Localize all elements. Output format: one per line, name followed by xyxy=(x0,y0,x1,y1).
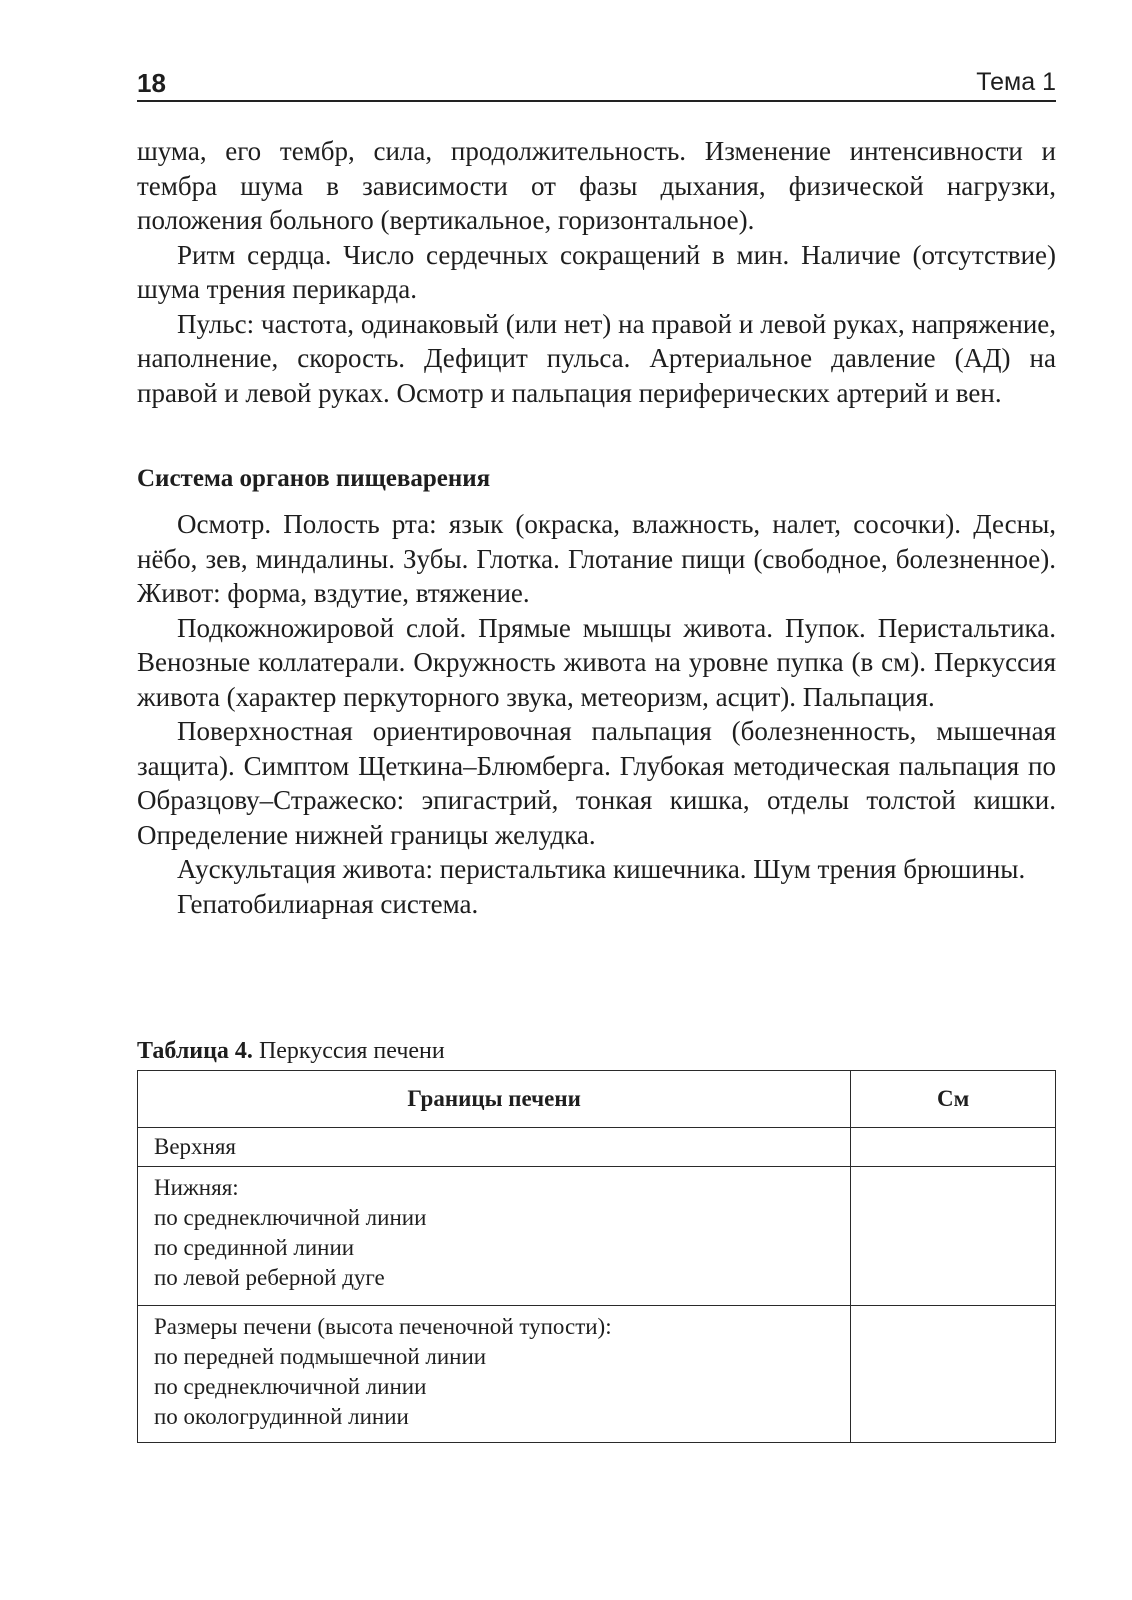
cell-line: по левой реберной дуге xyxy=(154,1265,385,1290)
paragraph: Пульс: частота, одинаковый (или нет) на правой и левой руках, напряжение, наполнение, скорость. Дефицит пульса. Артериальное давление (АД) на правой и левой руках. Осмотр и пальпация периферических артерий и вен. xyxy=(137,308,1056,408)
paragraph: Ритм сердца. Число сердечных сокращений в мин. Наличие (отсутствие) шума трения перикарда. xyxy=(137,239,1056,304)
cell-line: по окологрудинной линии xyxy=(154,1404,409,1429)
table-header-cell: См xyxy=(851,1071,1056,1128)
table-row xyxy=(138,1306,1056,1443)
page-header xyxy=(137,62,1056,102)
table-cell-empty xyxy=(851,1167,1056,1306)
table-cell xyxy=(138,1306,851,1443)
table-header-cell: Границы печени xyxy=(138,1071,851,1128)
paragraph: Подкожножировой слой. Прямые мышцы живота. Пупок. Перистальтика. Венозные коллатерали. Окружность живота на уровне пупка (в см). Перкуссия живота (характер перкуторного звука, метеоризм, асцит). Пальпация. xyxy=(137,612,1056,712)
table-caption xyxy=(137,1036,445,1066)
cell-line: по среднеключичной линии xyxy=(154,1374,427,1399)
body-text-top xyxy=(137,134,1056,410)
table-cell xyxy=(138,1167,851,1306)
table-row xyxy=(138,1167,1056,1306)
table-caption-label: Таблица 4. xyxy=(137,1038,253,1064)
table-caption-text: Перкуссия печени xyxy=(252,1038,445,1064)
paragraph: Аускультация живота: перистальтика кишечника. Шум трения брюшины. xyxy=(177,854,1026,884)
paragraph: Осмотр. Полость рта: язык (окраска, влажность, налет, сосочки). Десны, нёбо, зев, миндалины. Зубы. Глотка. Глотание пищи (свободное, болезненное). Живот: форма, вздутие, втяжение. xyxy=(137,509,1056,608)
cell-line: по срединной линии xyxy=(154,1235,355,1260)
table-cell: Верхняя xyxy=(138,1128,851,1167)
running-head: Тема 1 xyxy=(976,68,1056,96)
liver-percussion-table xyxy=(137,1070,1056,1443)
cell-line: Размеры печени (высота печеночной тупости): xyxy=(154,1314,612,1339)
cell-line: Нижняя: xyxy=(154,1175,239,1200)
paragraph: Поверхностная ориентировочная пальпация (болезненность, мышечная защита). Симптом Щеткина–Блюмберга. Глубокая методическая пальпация по Образцову–Стражеско: эпигастрий, тонкая кишка, отделы толстой кишки. Определение нижней границы желудка. xyxy=(137,716,1056,850)
table-row xyxy=(138,1128,1056,1167)
cell-line: по передней подмышечной линии xyxy=(154,1344,487,1369)
table-cell-empty xyxy=(851,1306,1056,1443)
table-cell-empty xyxy=(851,1128,1056,1167)
page-number: 18 xyxy=(137,68,166,98)
body-text-digestive xyxy=(137,507,1056,921)
cell-line: по среднеключичной линии xyxy=(154,1205,427,1230)
paragraph: Гепатобилиарная система. xyxy=(177,888,479,919)
section-title: Система органов пищеварения xyxy=(137,465,491,492)
paragraph: шума, его тембр, сила, продолжительность. Изменение интенсивности и тембра шума в зависимости от фазы дыхания, физической нагрузки, положения больного (вертикальное, горизонтальное). xyxy=(137,136,1056,235)
